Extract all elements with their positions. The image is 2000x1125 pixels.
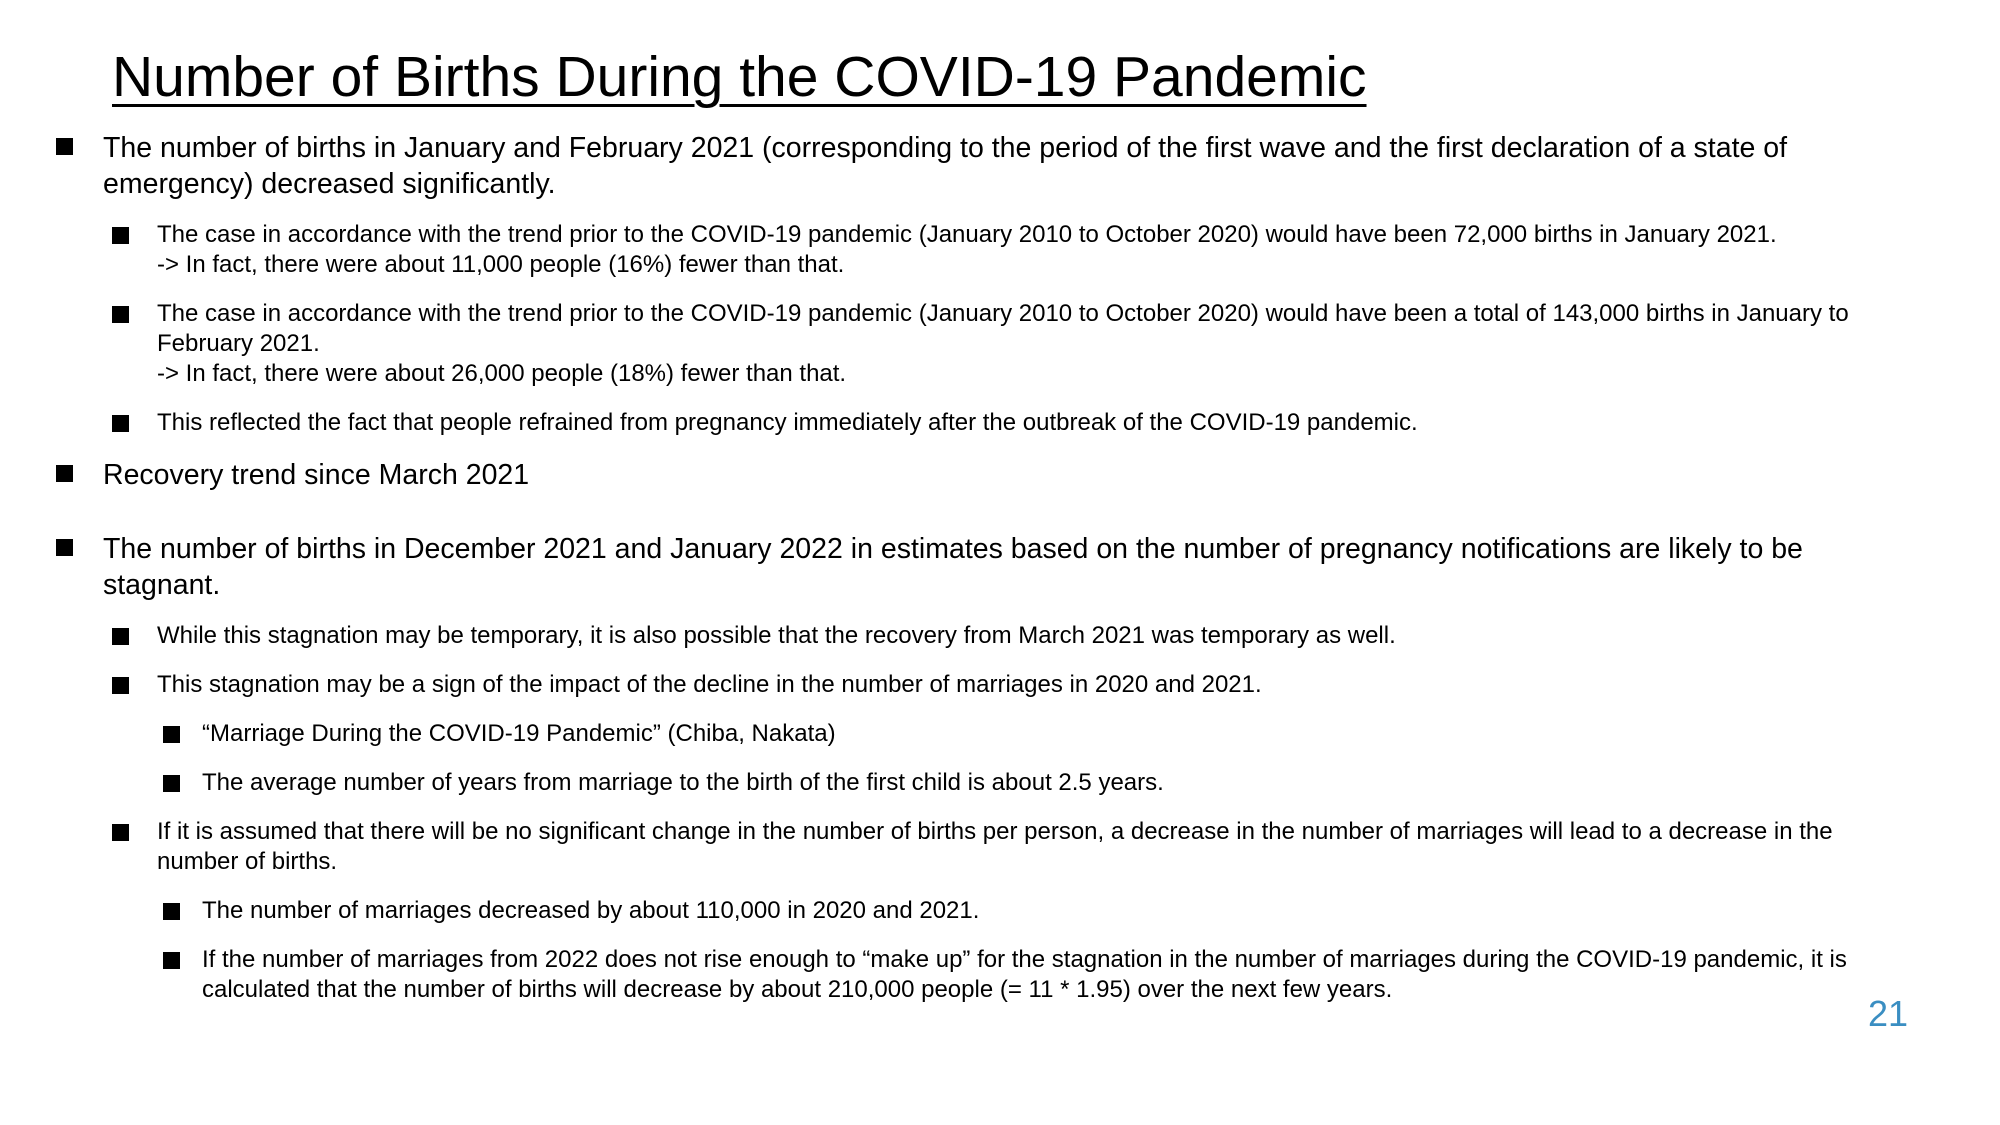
bullet-item-level-2 xyxy=(112,299,1916,389)
bullet-list xyxy=(56,130,1916,1024)
bullet-text: The number of births in December 2021 and January 2022 in estimates based on the number of pregnancy notifications are likely to be stagnant. xyxy=(103,533,1803,601)
square-bullet-icon xyxy=(163,952,180,969)
bullet-item-level-1 xyxy=(56,531,1916,603)
square-bullet-icon xyxy=(56,138,73,155)
square-bullet-icon xyxy=(56,539,73,556)
bullet-item-level-3 xyxy=(163,896,1916,926)
square-bullet-icon xyxy=(112,227,129,244)
bullet-text: While this stagnation may be temporary, it is also possible that the recovery from March 2021 was temporary as well. xyxy=(157,622,1396,649)
bullet-text: If it is assumed that there will be no significant change in the number of births per person, a decrease in the number of marriages will lead to a decrease in the number of births. xyxy=(157,818,1833,875)
bullet-text: If the number of marriages from 2022 does not rise enough to “make up” for the stagnation in the number of marriages during the COVID-19 pandemic, it is calculated that the number of births will decrease by about 210,000 people (= 11 * 1.95) over the next few years. xyxy=(202,946,1847,1003)
bullet-item-level-2 xyxy=(112,670,1916,700)
square-bullet-icon xyxy=(112,628,129,645)
square-bullet-icon xyxy=(112,677,129,694)
bullet-item-level-3 xyxy=(163,719,1916,749)
slide-title: Number of Births During the COVID-19 Pandemic xyxy=(112,45,1367,109)
square-bullet-icon xyxy=(112,306,129,323)
bullet-item-level-2 xyxy=(112,817,1916,877)
bullet-text: “Marriage During the COVID-19 Pandemic” (Chiba, Nakata) xyxy=(202,720,836,747)
bullet-text: The number of births in January and February 2021 (corresponding to the period of the first wave and the first declaration of a state of emergency) decreased significantly. xyxy=(103,132,1788,200)
square-bullet-icon xyxy=(163,726,180,743)
bullet-item-level-2 xyxy=(112,220,1916,280)
bullet-item-level-1 xyxy=(56,130,1916,202)
square-bullet-icon xyxy=(56,465,73,482)
bullet-item-level-1 xyxy=(56,457,1916,493)
page-number: 21 xyxy=(1867,993,1908,1034)
bullet-text: The case in accordance with the trend prior to the COVID-19 pandemic (January 2010 to October 2020) would have been 72,000 births in January 2021. -> In fact, there were about 11,000 people (16%) fewer than that. xyxy=(157,221,1777,278)
square-bullet-icon xyxy=(112,824,129,841)
bullet-item-level-2 xyxy=(112,408,1916,438)
bullet-text: The average number of years from marriage to the birth of the first child is about 2.5 years. xyxy=(202,769,1164,796)
bullet-text: This reflected the fact that people refrained from pregnancy immediately after the outbreak of the COVID-19 pandemic. xyxy=(157,409,1418,436)
bullet-text: Recovery trend since March 2021 xyxy=(103,459,530,491)
bullet-item-level-2 xyxy=(112,621,1916,651)
bullet-text: The case in accordance with the trend prior to the COVID-19 pandemic (January 2010 to October 2020) would have been a total of 143,000 births in January to February 2021. -> In fact, there were about 26,000 people (18%) fewer than that. xyxy=(157,300,1849,387)
bullet-item-level-3 xyxy=(163,768,1916,798)
bullet-item-level-3 xyxy=(163,945,1916,1005)
square-bullet-icon xyxy=(163,775,180,792)
square-bullet-icon xyxy=(112,415,129,432)
bullet-text: This stagnation may be a sign of the impact of the decline in the number of marriages in 2020 and 2021. xyxy=(157,671,1262,698)
bullet-text: The number of marriages decreased by about 110,000 in 2020 and 2021. xyxy=(202,897,980,924)
square-bullet-icon xyxy=(163,903,180,920)
